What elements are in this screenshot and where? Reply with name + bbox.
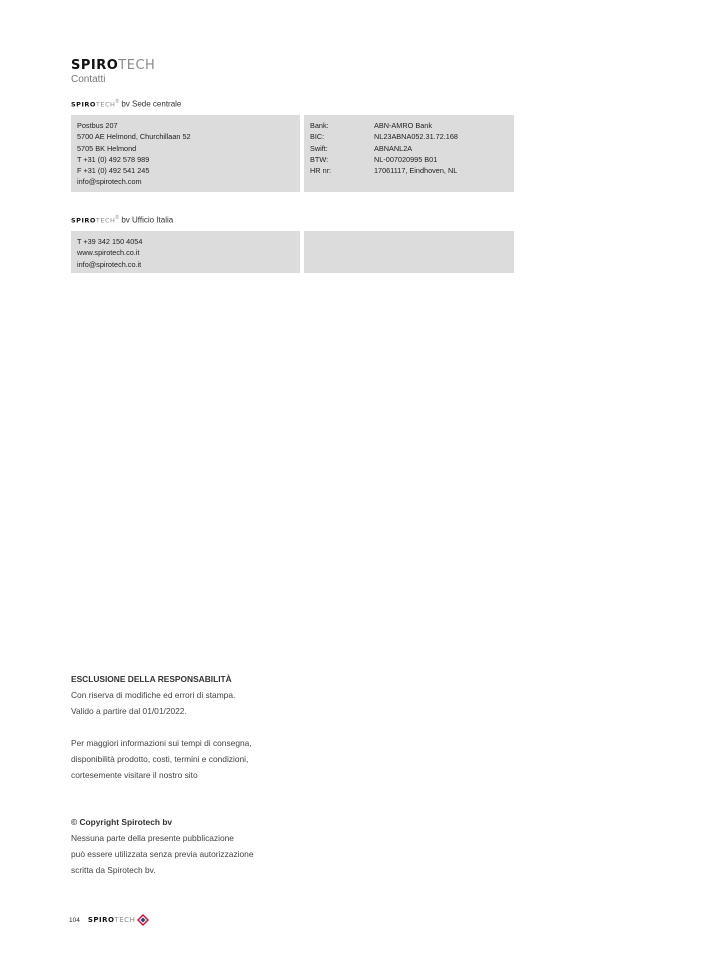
hq-title-text: bv Sede centrale	[121, 99, 182, 109]
spirotech-emblem-icon	[137, 914, 149, 926]
brand-logo-tech: TECH	[118, 58, 156, 73]
copyright-line: può essere utilizzata senza previa autorizzazione	[71, 849, 254, 859]
bank-row	[310, 165, 508, 176]
hq-email: info@spirotech.com	[77, 177, 142, 187]
bank-key: Bank:	[310, 121, 329, 130]
hq-registered-mark: ®	[115, 99, 120, 105]
bank-row	[310, 154, 508, 165]
italy-contact-box	[71, 231, 300, 273]
italy-logo-spiro: SPIRO	[71, 216, 96, 225]
bank-value: ABN-AMRO Bank	[374, 121, 432, 130]
info-line: cortesemente visitare il nostro sito	[71, 770, 198, 780]
copyright-heading: © Copyright Spirotech bv	[71, 817, 173, 827]
disclaimer-line: Con riserva di modifiche ed errori di stampa.	[71, 690, 236, 700]
italy-empty-box	[304, 231, 514, 273]
bank-key: Swift:	[310, 143, 328, 153]
bank-row	[310, 120, 508, 131]
disclaimer-heading: ESCLUSIONE DELLA RESPONSABILITÀ	[71, 674, 232, 684]
bank-value: 17061117, Eindhoven, NL	[374, 166, 458, 176]
brand-logo	[71, 58, 155, 73]
italy-logo-tech: TECH	[95, 216, 116, 225]
hq-logo	[71, 101, 115, 109]
italy-phone: T +39 342 150 4054	[77, 237, 143, 246]
hq-phone: T +31 (0) 492 578 989	[77, 154, 150, 164]
hq-section-title	[71, 99, 181, 109]
disclaimer-line: Valido a partire dal 01/01/2022.	[71, 706, 187, 716]
italy-section-title	[71, 215, 173, 225]
bank-key: BIC:	[310, 132, 325, 142]
hq-address-line: 5700 AE Helmond, Churchillaan 52	[77, 132, 191, 142]
bank-key: BTW:	[310, 154, 329, 164]
info-line: disponibilità prodotto, costi, termini e condizioni,	[71, 754, 249, 764]
italy-website: www.spirotech.co.it	[77, 248, 140, 258]
disclaimer-block	[71, 671, 235, 719]
hq-address-line: 5705 BK Helmond	[77, 143, 137, 153]
hq-fax: F +31 (0) 492 541 245	[77, 166, 150, 176]
italy-logo	[71, 217, 115, 225]
page-number: 104	[69, 916, 80, 924]
footer-logo	[88, 916, 135, 924]
bank-row	[310, 143, 508, 154]
page-subtitle: Contatti	[71, 74, 106, 85]
bank-row	[310, 131, 508, 142]
hq-address-box	[71, 115, 300, 192]
bank-value: NL-007020995 B01	[374, 154, 438, 164]
page-footer	[69, 914, 149, 926]
bank-value: ABNANL2A	[374, 143, 413, 153]
italy-title-text: bv Ufficio Italia	[121, 215, 174, 225]
hq-address-line: Postbus 207	[77, 121, 118, 130]
info-block	[71, 735, 252, 783]
footer-logo-tech: TECH	[114, 916, 136, 924]
bank-key: HR nr:	[310, 166, 332, 176]
hq-logo-spiro: SPIRO	[71, 100, 96, 109]
bank-value: NL23ABNA052.31.72.168	[374, 132, 458, 142]
info-line: Per maggiori informazioni sui tempi di consegna,	[71, 738, 252, 748]
italy-email: info@spirotech.co.it	[77, 259, 142, 269]
copyright-block	[71, 814, 254, 878]
footer-logo-spiro: SPIRO	[87, 916, 115, 924]
hq-logo-tech: TECH	[95, 100, 116, 109]
italy-registered-mark: ®	[115, 215, 120, 221]
hq-bank-box	[304, 115, 514, 192]
copyright-line: Nessuna parte della presente pubblicazione	[71, 833, 234, 843]
copyright-line: scritta da Spirotech bv.	[71, 865, 156, 875]
brand-logo-spiro: SPIRO	[71, 58, 119, 73]
